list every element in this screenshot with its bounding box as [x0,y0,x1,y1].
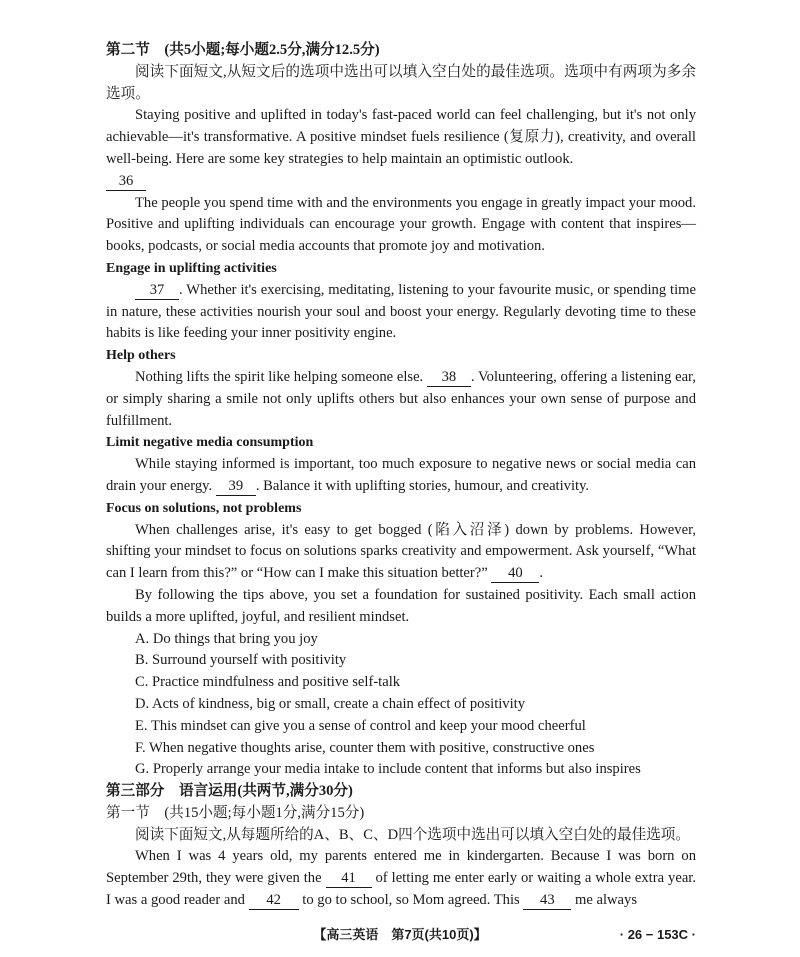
option-a: A. Do things that bring you joy [135,630,318,647]
blank-38: 38 [427,368,471,387]
part-3-subtitle: 第一节 (共15小题;每小题1分,满分15分) [106,804,365,821]
heading-engage: Engage in uplifting activities [106,260,277,276]
option-g: G. Properly arrange your media intake to include content that informs but also inspires [135,761,641,778]
blank-37: 37 [135,281,179,300]
passage-para-5 [106,520,696,585]
passage-intro: Staying positive and uplifted in today's fast-paced world can feel challenging, but it's not only achievable—it's transformative. A positive mindset fuels resilience (复原力), creativity, and overall well-being. Here are some key strategies to help maintain an optimistic outlook. [106,107,696,167]
para-2-text: . Whether it's exercising, meditating, listening to your favourite music, or spending time in nature, these activities nourish your soul and boost your energy. Regularly devoting time to these habits is like feeding your inner positivity engine. [106,281,696,342]
option-c: C. Practice mindfulness and positive self-talk [135,674,401,691]
heading-help: Help others [106,348,176,364]
blank-36: 36 [106,172,146,191]
option-f: F. When negative thoughts arise, counter them with positive, constructive ones [135,739,595,756]
section-2-instruction: 阅读下面短文,从短文后的选项中选出可以填入空白处的最佳选项。选项中有两项为多余选项。 [106,63,696,102]
option-b: B. Surround yourself with positivity [135,652,347,669]
blank-36-line [106,171,696,193]
blank-41: 41 [326,869,372,888]
section-2-title: 第二节 (共5小题;每小题2.5分,满分12.5分) [106,42,380,58]
para-5-text-after: . [539,565,544,582]
passage-para-3 [106,367,696,432]
para-3-text-before: Nothing lifts the spirit like helping someone else. [135,368,427,385]
page-content [106,40,696,912]
cloze-text-4: me always [571,892,637,909]
passage-para-6: By following the tips above, you set a foundation for sustained positivity. Each small action builds a more uplifted, joyful, and resilient mindset. [106,586,696,625]
cloze-text [106,846,696,911]
cloze-text-3: to go to school, so Mom agreed. This [298,892,524,909]
cloze-text-1: When I was 4 years old, my parents entered me in kindergarten. Because I was born on September 29th, they were given the [106,848,696,887]
option-d: D. Acts of kindness, big or small, create a chain effect of positivity [135,695,526,712]
passage-para-1: The people you spend time with and the environments you engage in greatly impact your mood. Positive and uplifting individuals can encourage your growth. Engage with content that inspires—books, podcasts, or social media accounts that promote joy and motivation. [106,194,696,255]
footer-code: · 26 − 153C · [619,927,696,942]
para-4-text-after: . Balance it with uplifting stories, humour, and creativity. [255,477,590,494]
part-3-instruction: 阅读下面短文,从每题所给的A、B、C、D四个选项中选出可以填入空白处的最佳选项。 [135,826,690,843]
para-5-text-before: When challenges arise, it's easy to get bogged (陷入沼泽) down by problems. However, shifting your mindset to focus on solutions sparks creativity and empowerment. Ask yourself, “What can I learn from this?” or “How can I make this situation better?” [106,521,696,582]
para-3-text-after: . Volunteering, offering a listening ear, or simply sharing a smile not only uplifts others but also enhances your own sense of purpose and fulfillment. [106,368,696,429]
passage-para-2 [106,280,696,345]
part-3-title: 第三部分 语言运用(共两节,满分30分) [106,783,353,800]
heading-focus: Focus on solutions, not problems [106,500,302,516]
blank-40: 40 [491,564,539,583]
cloze-text-2: of letting me enter early or waiting a whole extra year. I was a good reader and [106,870,696,909]
option-e: E. This mindset can give you a sense of control and keep your mood cheerful [135,717,586,734]
footer-page-info: 【高三英语 第7页(共10页)】 [313,927,487,942]
passage-para-4 [106,454,696,498]
blank-39: 39 [216,477,256,496]
blank-43: 43 [523,891,571,910]
para-4-text-before: While staying informed is important, too much exposure to negative news or social media can drain your energy. [106,456,696,494]
blank-42: 42 [249,891,299,910]
heading-limit: Limit negative media consumption [106,435,314,451]
page-footer [0,924,800,948]
